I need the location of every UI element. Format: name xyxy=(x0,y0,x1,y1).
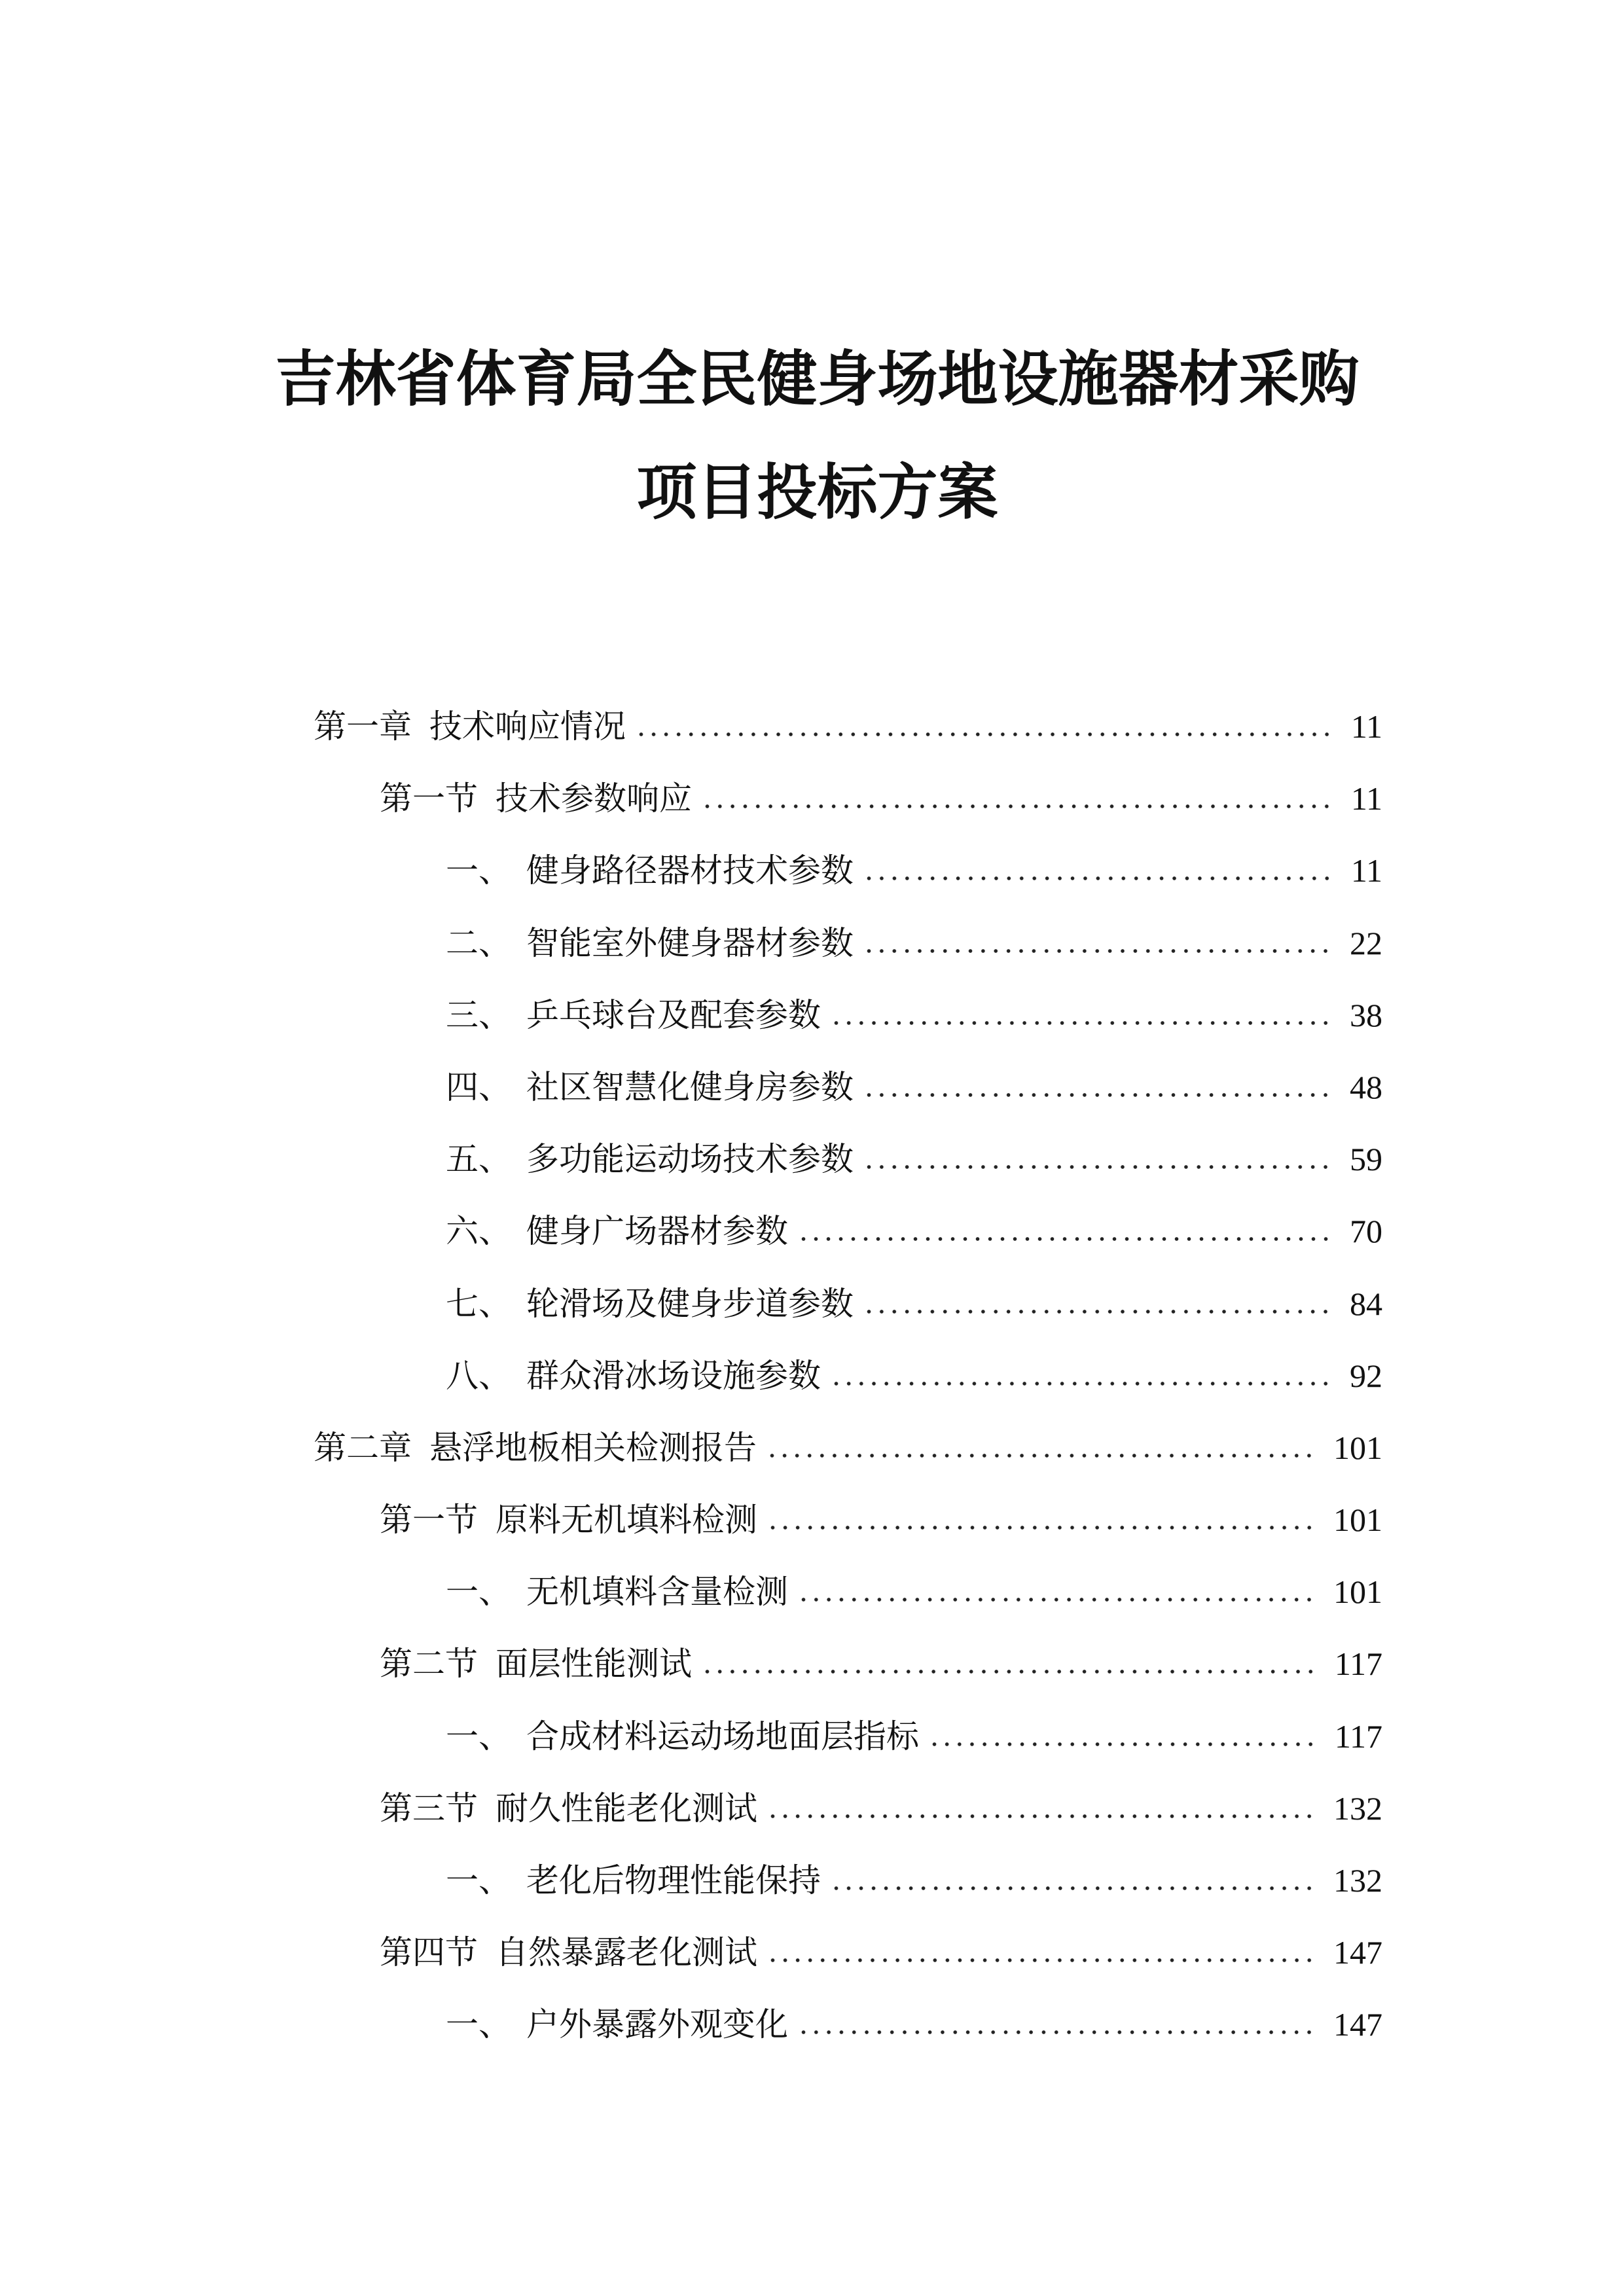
toc-page-number: 117 xyxy=(1334,1717,1382,1755)
toc-page-number: 11 xyxy=(1350,780,1382,817)
toc-entry-section[interactable] xyxy=(314,762,1382,834)
toc-entry-subsection[interactable] xyxy=(314,1988,1382,2060)
toc-entry-title: 合成材料运动场地面层指标 xyxy=(526,1717,919,1755)
toc-entry-subsection[interactable] xyxy=(314,907,1382,979)
toc-page-number: 38 xyxy=(1350,996,1382,1033)
toc-page-number: 101 xyxy=(1333,1429,1382,1466)
toc-dot-leader xyxy=(830,1380,1332,1387)
toc-entry-title: 健身路径器材技术参数 xyxy=(526,852,854,889)
toc-entry-title: 智能室外健身器材参数 xyxy=(526,924,854,961)
toc-page-number: 11 xyxy=(1350,852,1382,889)
toc-entry-section[interactable] xyxy=(314,1484,1382,1556)
toc-entry-label: 第二章 xyxy=(314,1429,412,1466)
toc-entry-title: 轮滑场及健身步道参数 xyxy=(526,1285,854,1322)
toc-entry-section[interactable] xyxy=(314,1772,1382,1844)
toc-page-number: 84 xyxy=(1350,1285,1382,1322)
toc-entry-label: 二、 xyxy=(446,924,511,961)
toc-entry-label: 一、 xyxy=(446,1717,511,1755)
document-title-line-1: 吉林省体育局全民健身场地设施器材采购 xyxy=(275,344,1360,414)
toc-page-number: 59 xyxy=(1350,1141,1382,1178)
toc-entry-title: 老化后物理性能保持 xyxy=(526,1862,821,1899)
toc-page-number: 101 xyxy=(1333,1573,1382,1611)
toc-page-number: 11 xyxy=(1350,708,1382,745)
toc-entry-subsection[interactable] xyxy=(314,1123,1382,1195)
toc-entry-section[interactable] xyxy=(314,1916,1382,1988)
toc-page-number: 147 xyxy=(1333,2006,1382,2043)
toc-entry-subsection[interactable] xyxy=(314,1051,1382,1123)
toc-page-number: 101 xyxy=(1333,1501,1382,1539)
toc-entry-title: 面层性能测试 xyxy=(496,1645,692,1683)
toc-dot-leader xyxy=(766,1452,1316,1459)
toc-entry-label: 一、 xyxy=(446,1862,511,1899)
toc-page-number: 92 xyxy=(1350,1357,1382,1394)
toc-entry-subsection[interactable] xyxy=(314,1268,1382,1340)
toc-entry-title: 社区智慧化健身房参数 xyxy=(526,1068,854,1105)
table-of-contents xyxy=(314,691,1382,2061)
toc-entry-title: 自然暴露老化测试 xyxy=(496,1934,757,1971)
toc-entry-title: 耐久性能老化测试 xyxy=(496,1789,757,1827)
toc-entry-label: 第三节 xyxy=(380,1789,478,1827)
toc-entry-label: 六、 xyxy=(446,1213,511,1250)
toc-entry-label: 四、 xyxy=(446,1068,511,1105)
toc-entry-label: 七、 xyxy=(446,1285,511,1322)
toc-entry-label: 五、 xyxy=(446,1141,511,1178)
toc-entry-label: 第四节 xyxy=(380,1934,478,1971)
toc-entry-subsection[interactable] xyxy=(314,1195,1382,1267)
toc-entry-title: 健身广场器材参数 xyxy=(526,1213,788,1250)
toc-entry-title: 户外暴露外观变化 xyxy=(526,2006,788,2043)
toc-page-number: 48 xyxy=(1350,1068,1382,1105)
toc-entry-subsection[interactable] xyxy=(314,834,1382,906)
toc-entry-title: 技术响应情况 xyxy=(429,708,626,745)
toc-dot-leader xyxy=(767,1524,1316,1531)
toc-entry-title: 乒乓球台及配套参数 xyxy=(526,996,821,1033)
toc-entry-subsection[interactable] xyxy=(314,1844,1382,1916)
toc-entry-label: 第二节 xyxy=(380,1645,478,1683)
toc-entry-label: 八、 xyxy=(446,1357,511,1394)
toc-dot-leader xyxy=(863,875,1333,882)
toc-dot-leader xyxy=(767,1957,1316,1964)
toc-dot-leader xyxy=(797,2029,1316,2036)
toc-dot-leader xyxy=(928,1741,1317,1748)
toc-page-number: 147 xyxy=(1333,1934,1382,1971)
toc-dot-leader xyxy=(830,1885,1316,1892)
toc-entry-chapter[interactable] xyxy=(314,691,1382,762)
toc-dot-leader xyxy=(797,1236,1332,1242)
toc-dot-leader xyxy=(797,1596,1316,1603)
toc-entry-label: 三、 xyxy=(446,996,511,1033)
toc-entry-label: 第一节 xyxy=(380,780,478,817)
toc-page-number: 117 xyxy=(1334,1645,1382,1683)
toc-entry-subsection[interactable] xyxy=(314,1340,1382,1412)
toc-dot-leader xyxy=(863,1164,1332,1170)
toc-entry-section[interactable] xyxy=(314,1628,1382,1700)
document-title xyxy=(0,323,1624,549)
toc-dot-leader xyxy=(830,1020,1332,1026)
toc-entry-title: 无机填料含量检测 xyxy=(526,1573,788,1611)
toc-entry-title: 原料无机填料检测 xyxy=(496,1501,757,1539)
toc-entry-title: 技术参数响应 xyxy=(496,780,692,817)
toc-page-number: 132 xyxy=(1333,1862,1382,1899)
toc-dot-leader xyxy=(863,948,1332,954)
toc-dot-leader xyxy=(863,1308,1332,1315)
toc-entry-label: 一、 xyxy=(446,1573,511,1611)
toc-dot-leader xyxy=(701,803,1333,810)
toc-entry-subsection[interactable] xyxy=(314,1700,1382,1772)
toc-dot-leader xyxy=(767,1813,1316,1820)
toc-page-number: 132 xyxy=(1333,1789,1382,1827)
toc-dot-leader xyxy=(863,1092,1332,1098)
toc-entry-title: 多功能运动场技术参数 xyxy=(526,1141,854,1178)
toc-entry-title: 群众滑冰场设施参数 xyxy=(526,1357,821,1394)
toc-entry-chapter[interactable] xyxy=(314,1412,1382,1484)
toc-page-number: 70 xyxy=(1350,1213,1382,1250)
toc-entry-subsection[interactable] xyxy=(314,1556,1382,1628)
toc-entry-subsection[interactable] xyxy=(314,979,1382,1051)
toc-entry-label: 第一节 xyxy=(380,1501,478,1539)
toc-dot-leader xyxy=(635,731,1333,738)
toc-dot-leader xyxy=(701,1668,1317,1675)
toc-entry-label: 第一章 xyxy=(314,708,412,745)
toc-page-number: 22 xyxy=(1350,924,1382,961)
toc-entry-label: 一、 xyxy=(446,2006,511,2043)
toc-entry-label: 一、 xyxy=(446,852,511,889)
toc-entry-title: 悬浮地板相关检测报告 xyxy=(429,1429,757,1466)
document-title-line-2: 项目投标方案 xyxy=(636,457,998,528)
